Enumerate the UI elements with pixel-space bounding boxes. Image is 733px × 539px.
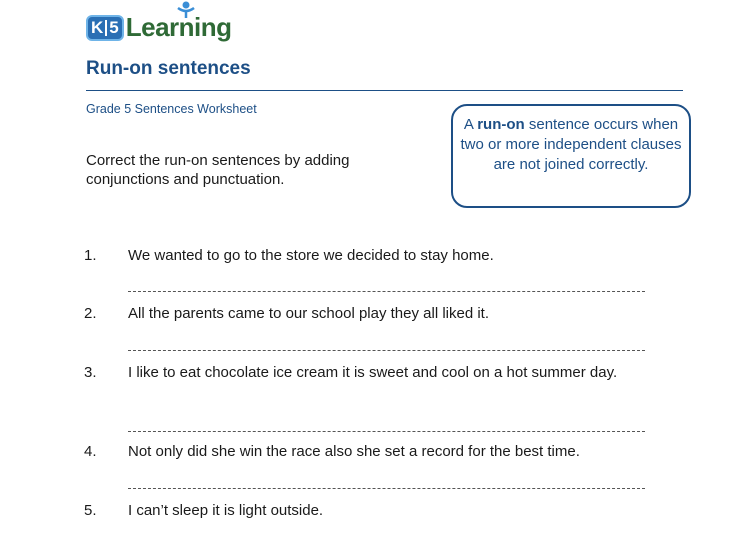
answer-line-4[interactable] [128,488,645,489]
k5-learning-logo [86,12,232,43]
question-text-1: We wanted to go to the store we decided to stay home. [128,247,494,264]
question-number-1: 1. [84,247,97,264]
definition-prefix: A [463,116,478,133]
answer-line-1[interactable] [128,291,645,292]
question-text-4: Not only did she win the race also she set a record for the best time. [128,443,580,460]
question-text-5: I can’t sleep it is light outside. [128,502,324,519]
question-number-4: 4. [84,443,97,460]
page-title: Run-on sentences [86,58,251,79]
question-number-3: 3. [84,364,97,381]
question-text-3: I like to eat chocolate ice cream it is sweet and cool on a hot summer day. [128,364,618,381]
question-text-2: All the parents came to our school play they all liked it. [128,305,490,322]
definition-box [451,104,691,208]
answer-line-2[interactable] [128,350,645,351]
question-number-5: 5. [84,502,97,519]
definition-term: run-on [477,116,525,133]
logo-badge-k: K [91,18,104,37]
definition-rest: sentence occurs when two or more independent clauses are not joined correctly. [460,116,682,173]
logo-badge-separator [105,20,107,36]
title-divider [86,90,683,91]
worksheet-subtitle: Grade 5 Sentences Worksheet [86,102,257,116]
answer-line-3[interactable] [128,431,645,432]
logo-figure-icon [175,0,197,22]
logo-badge-5: 5 [109,18,119,37]
k5-badge [86,15,124,41]
instructions-text: Correct the run-on sentences by adding conjunctions and punctuation. [86,152,350,188]
question-number-2: 2. [84,305,97,322]
logo-wordmark: Learning [125,12,232,42]
